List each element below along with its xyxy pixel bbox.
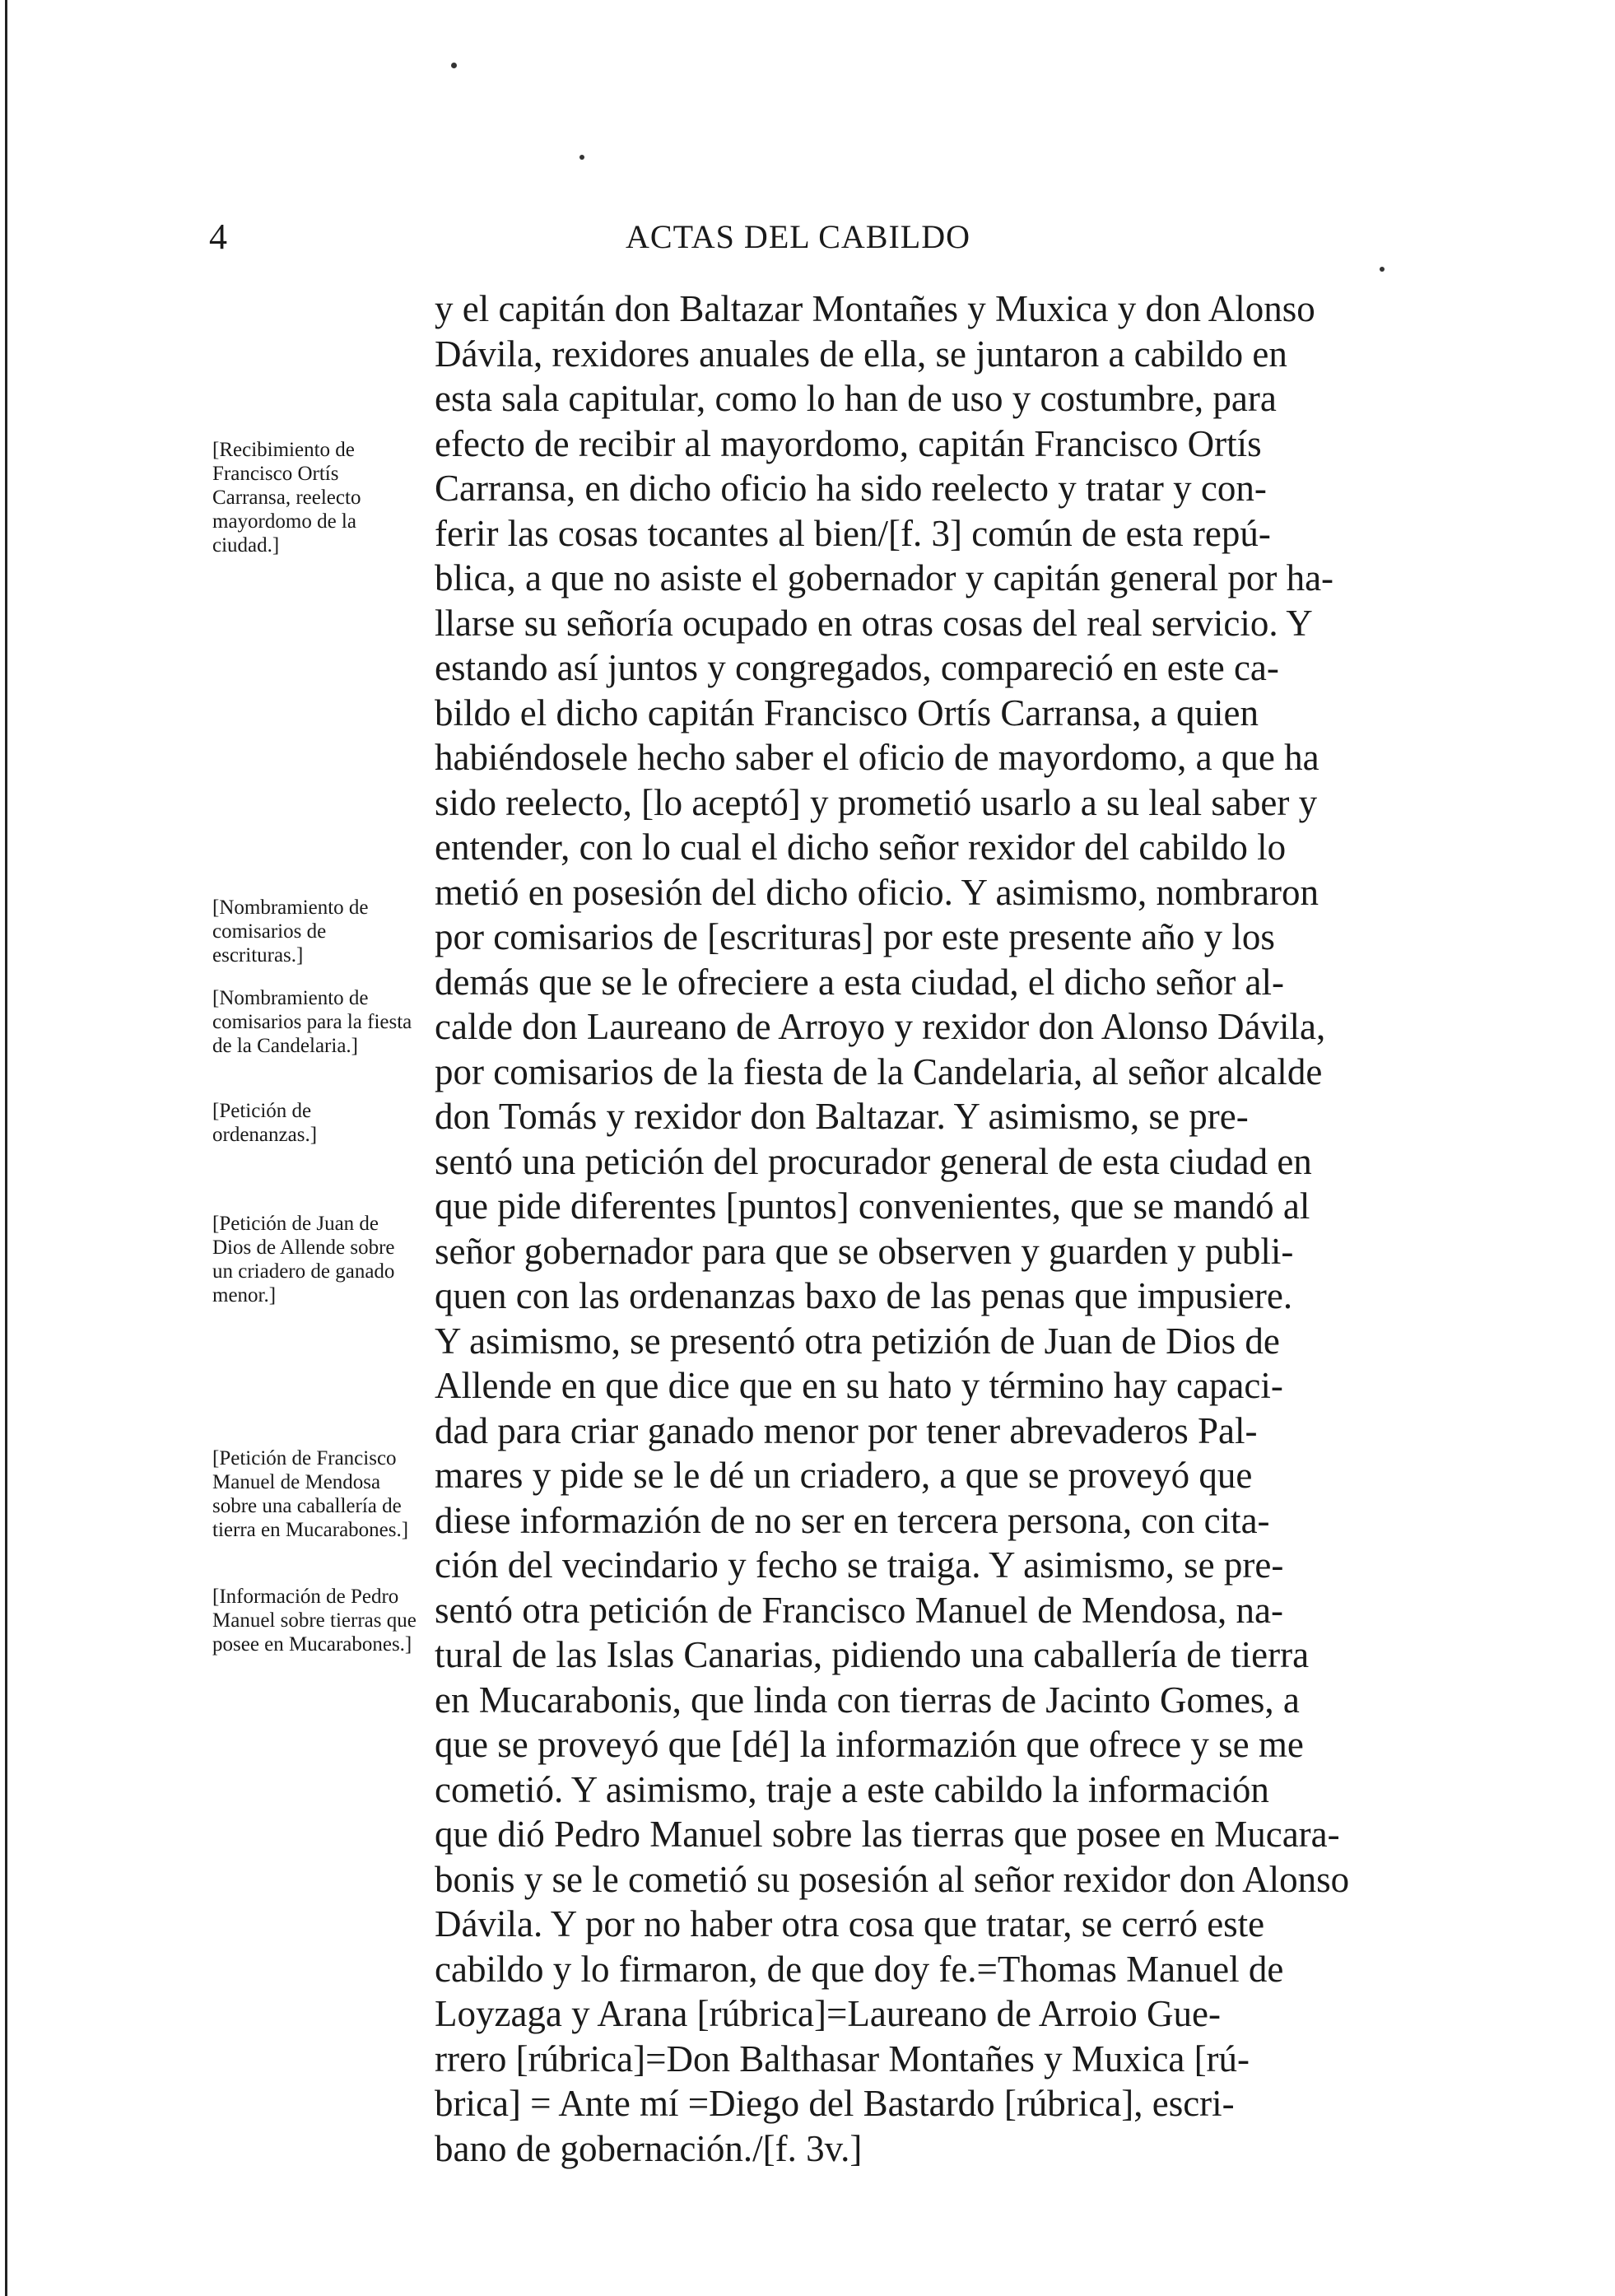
margin-note: [Nombramiento de comisarios de escrituras.] [212, 897, 369, 966]
text-line: señor gobernador para que se observen y guarden y publi- [435, 1230, 1294, 1272]
margin-note: [Nombramiento de comisarios para la fiesta de la Candelaria.] [212, 987, 412, 1057]
margin-note: [Petición de Juan de Dios de Allende sobre un criadero de ganado menor.] [212, 1213, 395, 1306]
page-border [5, 0, 7, 2296]
text-line: cabildo y lo firmaron, de que doy fe.=Thomas Manuel de [435, 1948, 1284, 1990]
text-line: esta sala capitular, como lo han de uso y costumbre, para [435, 378, 1277, 419]
text-line: metió en posesión del dicho oficio. Y asimismo, nombraron [435, 871, 1319, 913]
page-number: 4 [209, 217, 227, 257]
scan-speck [579, 155, 584, 160]
margin-note: [Información de Pedro Manuel sobre tierras que posee en Mucarabones.] [212, 1586, 417, 1656]
text-line: por comisarios de la fiesta de la Candelaria, al señor alcalde [435, 1050, 1323, 1092]
text-line: brica] = Ante mí =Diego del Bastardo [rúbrica], escri- [435, 2083, 1235, 2124]
text-line: estando así juntos y congregados, compareció en este ca- [435, 647, 1279, 688]
scan-speck [451, 63, 457, 68]
text-line: rrero [rúbrica]=Don Balthasar Montañes y Muxica [rú- [435, 2038, 1250, 2079]
text-line: Dávila. Y por no haber otra cosa que tratar, se cerró este [435, 1903, 1265, 1944]
text-line: y el capitán don Baltazar Montañes y Muxica y don Alonso [435, 288, 1315, 329]
text-line: Y asimismo, se presentó otra petizión de Juan de Dios de [435, 1320, 1280, 1362]
text-line: sentó otra petición de Francisco Manuel de Mendosa, na- [435, 1589, 1283, 1631]
text-line: Dávila, rexidores anuales de ella, se juntaron a cabildo en [435, 333, 1287, 375]
text-line: habiéndosele hecho saber el oficio de mayordomo, a que ha [435, 737, 1319, 778]
main-text-block [435, 286, 1480, 2171]
text-line: sentó una petición del procurador general de esta ciudad en [435, 1140, 1312, 1182]
text-line: en Mucarabonis, que linda con tierras de Jacinto Gomes, a [435, 1679, 1300, 1721]
margin-note: [Recibimiento de Francisco Ortís Carransa, reelecto mayordomo de la ciudad.] [212, 439, 361, 557]
text-line: don Tomás y rexidor don Baltazar. Y asimismo, se pre- [435, 1096, 1249, 1137]
text-line: que pide diferentes [puntos] convenientes, que se mandó al [435, 1185, 1310, 1227]
text-line: mares y pide se le dé un criadero, a que se proveyó que [435, 1455, 1253, 1496]
text-line: bildo el dicho capitán Francisco Ortís Carransa, a quien [435, 692, 1259, 734]
margin-note: [Petición de ordenanzas.] [212, 1100, 318, 1146]
text-line: Carransa, en dicho oficio ha sido reelecto y tratar y con- [435, 468, 1267, 509]
text-line: ferir las cosas tocantes al bien/[f. 3] común de esta repú- [435, 512, 1271, 554]
text-line: cometió. Y asimismo, traje a este cabildo la información [435, 1768, 1269, 1810]
text-line: tural de las Islas Canarias, pidiendo una caballería de tierra [435, 1634, 1310, 1675]
margin-note: [Petición de Francisco Manuel de Mendosa sobre una caballería de tierra en Mucarabones.] [212, 1447, 409, 1541]
text-line: ción del vecindario y fecho se traiga. Y asimismo, se pre- [435, 1544, 1284, 1586]
text-line: quen con las ordenanzas baxo de las penas que impusiere. [435, 1275, 1293, 1316]
text-line: sido reelecto, [lo aceptó] y prometió usarlo a su leal saber y [435, 781, 1318, 823]
text-line: que dió Pedro Manuel sobre las tierras que posee en Mucara- [435, 1814, 1340, 1855]
text-line: Allende en que dice que en su hato y término hay capaci- [435, 1365, 1283, 1406]
text-line: que se proveyó que [dé] la informazión que ofrece y se me [435, 1724, 1304, 1765]
text-line: bonis y se le cometió su posesión al señor rexidor don Alonso [435, 1858, 1350, 1900]
running-title: ACTAS DEL CABILDO [626, 218, 970, 255]
scan-speck [1380, 267, 1385, 272]
text-line: dad para criar ganado menor por tener abrevaderos Pal- [435, 1409, 1258, 1451]
text-line: bano de gobernación./[f. 3v.] [435, 2127, 863, 2169]
text-line: entender, con lo cual el dicho señor rexidor del cabildo lo [435, 827, 1287, 868]
page-header [0, 216, 1615, 257]
text-line: diese informazión de no ser en tercera persona, con cita- [435, 1499, 1270, 1541]
text-line: blica, a que no asiste el gobernador y capitán general por ha- [435, 557, 1334, 598]
text-line: llarse su señoría ocupado en otras cosas del real servicio. Y [435, 602, 1313, 644]
text-line: efecto de recibir al mayordomo, capitán Francisco Ortís [435, 422, 1262, 464]
text-line: calde don Laureano de Arroyo y rexidor don Alonso Dávila, [435, 1006, 1326, 1047]
text-line: por comisarios de [escrituras] por este presente año y los [435, 916, 1275, 957]
text-line: Loyzaga y Arana [rúbrica]=Laureano de Arroio Gue- [435, 1993, 1221, 2034]
text-line: demás que se le ofreciere a esta ciudad, el dicho señor al- [435, 961, 1285, 1003]
